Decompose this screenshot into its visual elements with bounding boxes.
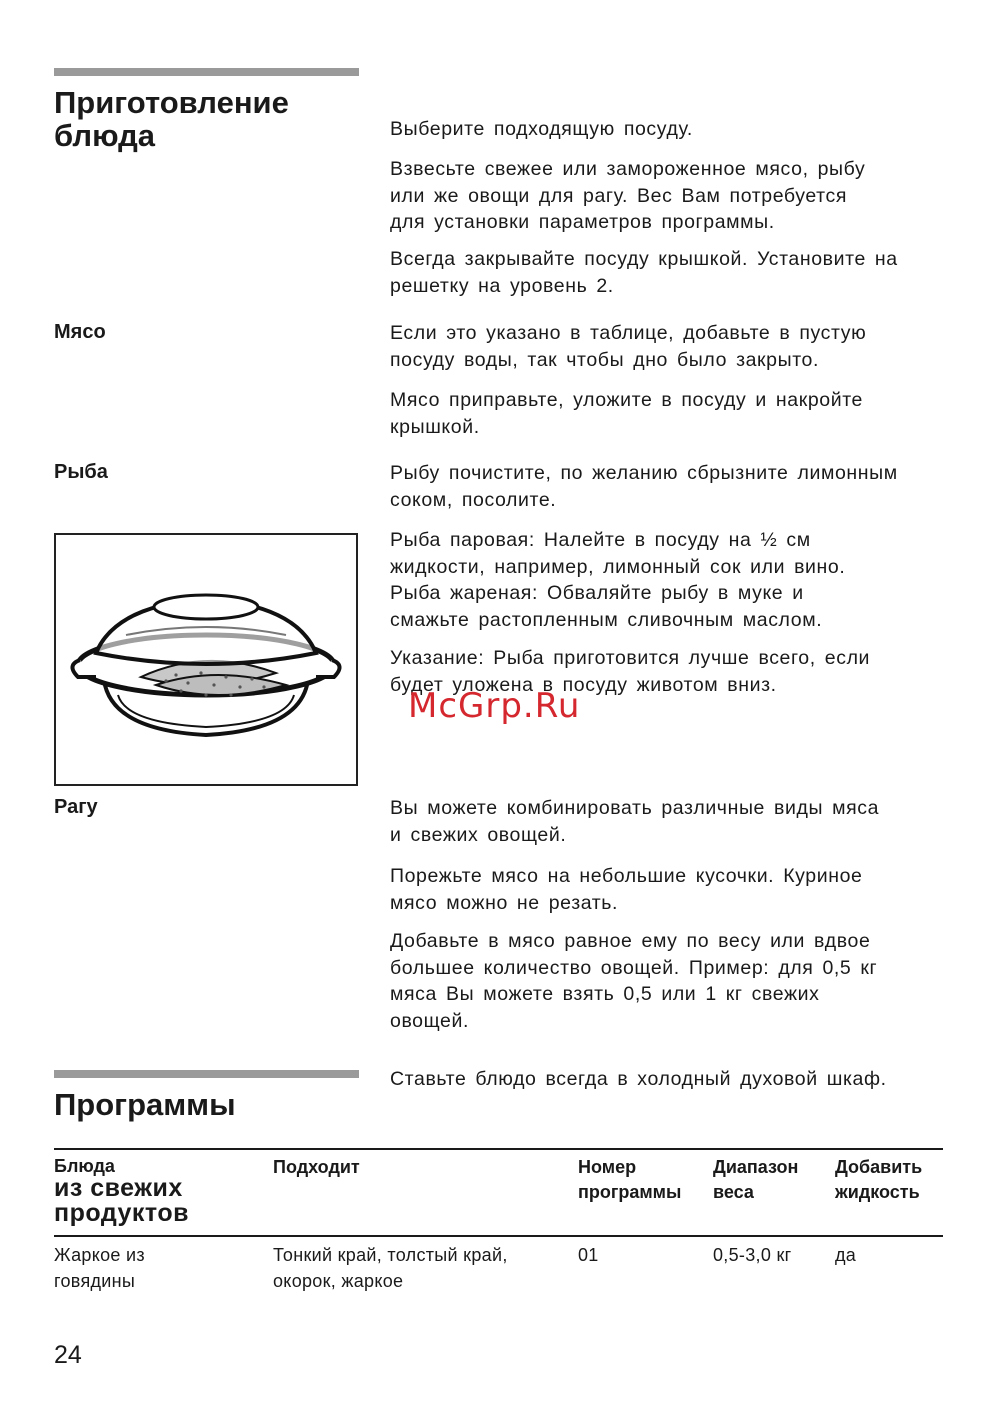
meat-heading: Мясо — [54, 321, 106, 343]
table-header-dishes: из свежих продуктов — [54, 1174, 189, 1227]
table-row-liquid: да — [835, 1245, 857, 1265]
table-header-liquid: Добавить жидкость — [835, 1157, 923, 1202]
section-title-preparation: Приготовление блюда — [54, 85, 289, 153]
table-row-weight: 0,5-3,0 кг — [713, 1245, 792, 1265]
intro-paragraph-1: Выберите подходящую посуду. — [390, 118, 693, 140]
table-header-program: Номер программы — [578, 1157, 682, 1202]
stew-paragraph-2: Порежьте мясо на небольшие кусочки. Куриное мясо можно не резать. — [390, 865, 863, 914]
stew-paragraph-1: Вы можете комбинировать различные виды мяса и свежих овощей. — [390, 797, 880, 846]
watermark: McGrp.Ru — [408, 686, 581, 726]
page-number: 24 — [54, 1341, 82, 1369]
intro-paragraph-2: Взвесьте свежее или замороженное мясо, рыбу или же овощи для рагу. Вес Вам потребуется для установки параметров программы. — [390, 158, 866, 233]
table-header-suitable: Подходит — [273, 1157, 360, 1177]
stew-heading: Рагу — [54, 796, 98, 818]
table-row-suitable: Тонкий край, толстый край, окорок, жаркое — [273, 1245, 508, 1291]
intro-paragraph-3: Всегда закрывайте посуду крышкой. Установите на решетку на уровень 2. — [390, 248, 898, 297]
fish-paragraph-3: Указание: Рыба приготовится лучше всего, если будет уложена в посуду животом вниз. — [390, 647, 871, 696]
covered-dish-icon — [56, 535, 356, 784]
meat-paragraph-1: Если это указано в таблице, добавьте в пустую посуду воды, так чтобы дно было закрыто. — [390, 322, 867, 371]
section-rule-programs — [54, 1070, 359, 1078]
section-rule-top — [54, 68, 359, 76]
table-header-rule — [54, 1235, 943, 1237]
table-row-program: 01 — [578, 1245, 599, 1265]
table-row-dish: Жаркое из говядины — [54, 1245, 145, 1291]
fish-dish-illustration — [54, 533, 358, 786]
table-header-dishes-small: Блюда — [54, 1156, 115, 1176]
stew-paragraph-3: Добавьте в мясо равное ему по весу или вдвое большее количество овощей. Пример: для 0,5 кг мяса Вы можете взять 0,5 или 1 кг свежих овощей. — [390, 930, 878, 1032]
fish-paragraph-1: Рыбу почистите, по желанию сбрызните лимонным соком, посолите. — [390, 462, 898, 511]
section-title-programs: Программы — [54, 1087, 236, 1122]
fish-paragraph-2: Рыба паровая: Налейте в посуду на ½ см жидкости, например, лимонный сок или вино. Рыба жареная: Обваляйте рыбу в муке и смажьте растопленным сливочным маслом. — [390, 529, 846, 631]
meat-paragraph-2: Мясо приправьте, уложите в посуду и накройте крышкой. — [390, 389, 863, 438]
table-header-weight: Диапазон веса — [713, 1157, 799, 1202]
stew-paragraph-4: Ставьте блюдо всегда в холодный духовой шкаф. — [390, 1068, 887, 1090]
table-top-rule — [54, 1148, 943, 1150]
fish-heading: Рыба — [54, 461, 108, 483]
